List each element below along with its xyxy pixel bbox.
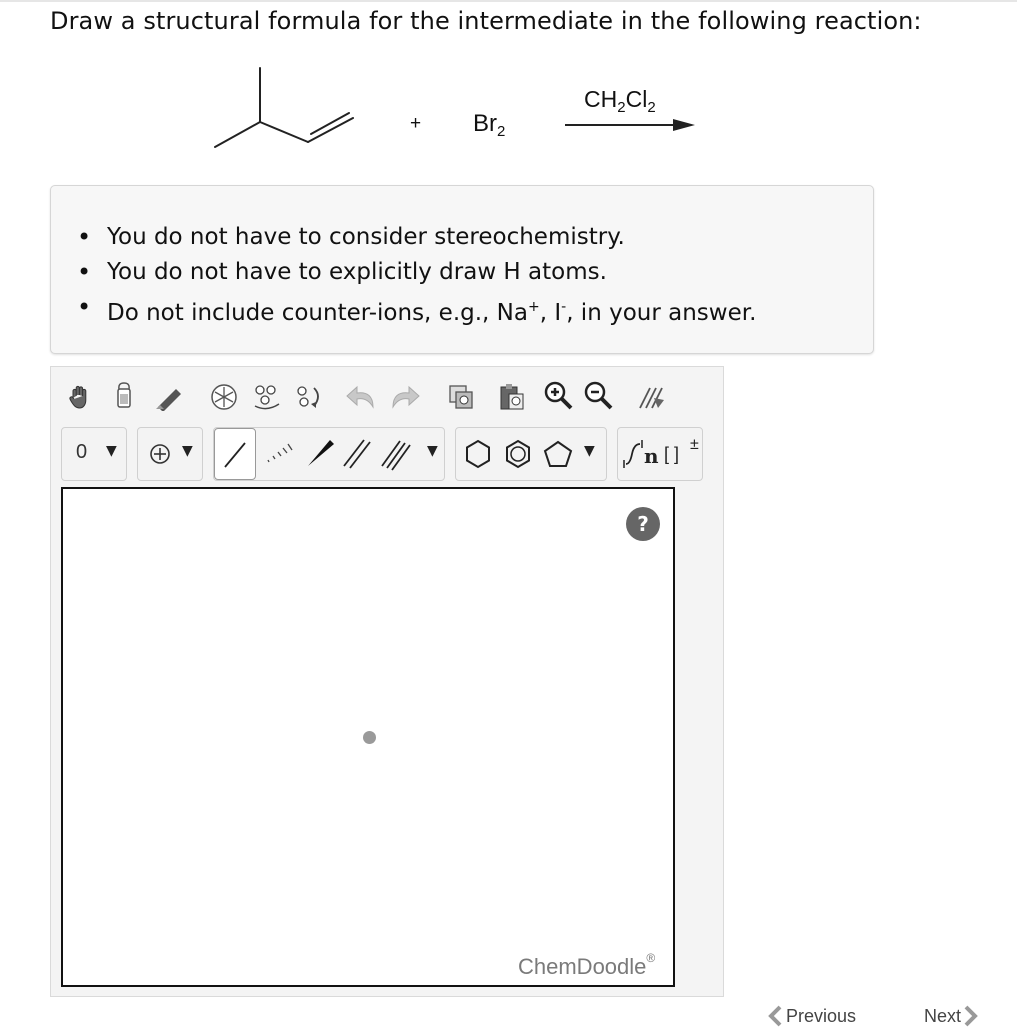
single-bond-icon: [215, 429, 255, 479]
bracket-charge-button[interactable]: [664, 436, 702, 472]
instructions-box: [50, 185, 874, 354]
paste-button[interactable]: [495, 379, 529, 415]
redo-button[interactable]: [387, 379, 421, 415]
question-text: Draw a structural formula for the intermediate in the following reaction:: [50, 7, 922, 35]
chevron-down-icon[interactable]: ▼: [584, 443, 595, 459]
eraser-icon: [152, 383, 184, 411]
paste-icon: [496, 381, 528, 413]
single-bond-button[interactable]: [214, 428, 256, 480]
chemdoodle-editor: [50, 366, 724, 997]
snowflake-icon: [209, 382, 239, 412]
copy-icon: [446, 382, 478, 412]
lasso-tool-button[interactable]: [107, 377, 141, 413]
instruction-counter-ions: • Do not include counter-ions, e.g., Na+, I-, in your answer.: [107, 290, 756, 331]
next-label: Next: [924, 1005, 962, 1026]
triple-bond-button[interactable]: [378, 428, 422, 480]
bracket-charge-label: ±: [690, 436, 699, 453]
solvent-label: $CH_2Cl_2$: [584, 86, 656, 116]
rotate-tool-button[interactable]: [251, 379, 285, 415]
undo-icon: [345, 383, 379, 411]
hashed-bond-icon: [260, 428, 300, 478]
zoom-in-icon: [542, 379, 574, 411]
canvas-cursor-dot: [363, 731, 376, 744]
top-divider: [0, 0, 1017, 2]
benzene-ring-button[interactable]: [502, 438, 534, 470]
plus-charge-icon: [148, 442, 172, 466]
zoom-in-button[interactable]: [541, 377, 575, 413]
zoom-out-icon: [582, 379, 614, 411]
pan-tool-button[interactable]: [63, 379, 97, 415]
sgroup-tools: [617, 427, 703, 481]
chevron-down-icon: ▼: [182, 443, 193, 459]
template-tool-button[interactable]: [207, 379, 241, 415]
ring-tools: [455, 427, 607, 481]
redo-icon: [387, 383, 421, 411]
molecule-rotate-icon: [251, 382, 285, 412]
wedge-bond-button[interactable]: [300, 428, 340, 480]
chevron-down-icon: ▼: [106, 443, 117, 459]
undo-button[interactable]: [345, 379, 379, 415]
instruction-stereochemistry: • You do not have to consider stereochemistry.: [107, 220, 756, 255]
help-button[interactable]: ?: [626, 507, 660, 541]
previous-label: Previous: [786, 1005, 857, 1026]
hash-bond-button[interactable]: [260, 428, 300, 480]
copy-button[interactable]: [445, 379, 479, 415]
flip-molecule-icon: [292, 382, 324, 412]
charge-selector[interactable]: [61, 427, 127, 481]
charge-add-selector[interactable]: [137, 427, 203, 481]
double-bond-icon: [338, 428, 378, 478]
reagent-bromine: $Br_2$: [473, 110, 506, 140]
zoom-out-button[interactable]: [581, 377, 615, 413]
instruction-h-atoms: • You do not have to explicitly draw H atoms.: [107, 255, 756, 290]
repeat-unit-icon: [622, 438, 646, 470]
sgroup-n-label: n: [644, 444, 659, 468]
plus-sign: +: [410, 113, 422, 134]
double-bond-button[interactable]: [338, 428, 378, 480]
clean-structure-icon: [636, 382, 668, 412]
cyclohexane-ring-button[interactable]: [462, 438, 494, 470]
bracket-label: [ ]: [664, 444, 680, 464]
drawing-canvas[interactable]: [61, 487, 675, 987]
cyclopentane-ring-button[interactable]: [542, 438, 574, 470]
hand-icon: [66, 383, 94, 411]
reaction-arrow: [565, 118, 695, 132]
clean-button[interactable]: [635, 379, 669, 415]
wedge-bond-icon: [300, 428, 340, 478]
chevron-down-icon[interactable]: ▼: [427, 443, 438, 459]
eraser-tool-button[interactable]: [151, 379, 185, 415]
bond-tools: [213, 427, 445, 481]
triple-bond-icon: [378, 428, 422, 478]
charge-value: 0: [76, 441, 88, 463]
chemdoodle-logo: ChemDoodle®: [518, 951, 656, 979]
flask-icon: [110, 379, 138, 411]
repeat-unit-button[interactable]: [622, 436, 660, 472]
flip-tool-button[interactable]: [291, 379, 325, 415]
